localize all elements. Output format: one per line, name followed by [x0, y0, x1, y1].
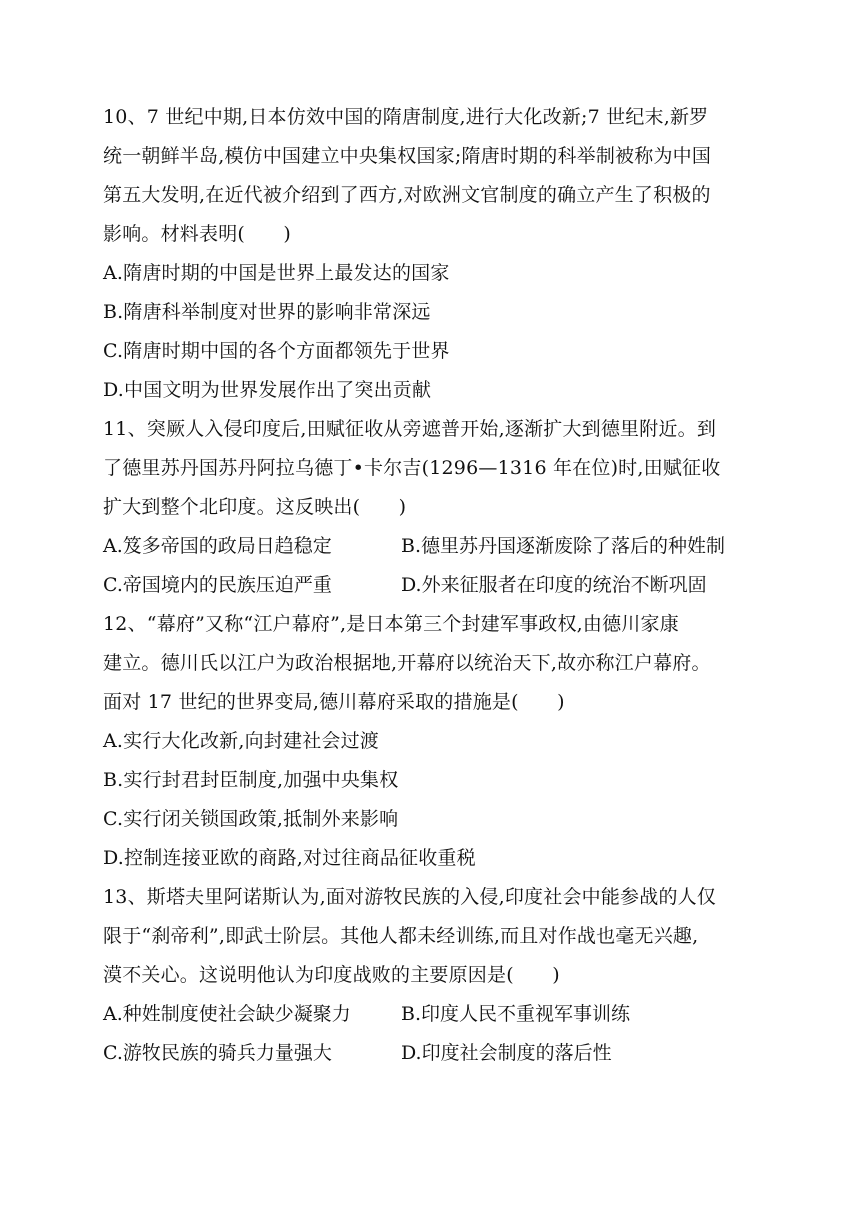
question-12-stem-line: 12、“幕府”又称“江户幕府”,是日本第三个封建军事政权,由德川家康: [103, 613, 679, 635]
question-13-stem-line: 13、斯塔夫里阿诺斯认为,面对游牧民族的入侵,印度社会中能参战的人仅: [103, 886, 717, 908]
question-13: [103, 878, 771, 1073]
question-13-option-row: [103, 995, 771, 1034]
question-12-stem-line: 建立。德川氏以江户为政治根据地,开幕府以统治天下,故亦称江户幕府。: [103, 652, 711, 674]
question-10: [103, 98, 771, 410]
question-10-stem-line: 统一朝鲜半岛,模仿中国建立中央集权国家;隋唐时期的科举制被称为中国: [103, 145, 712, 167]
question-12: [103, 605, 771, 878]
question-13-stem-line: 限于“刹帝利”,即武士阶层。其他人都未经训练,而且对作战也毫无兴趣,: [103, 925, 699, 947]
question-10-option-b: B.隋唐科举制度对世界的影响非常深远: [103, 301, 431, 323]
question-13-option-d: D.印度社会制度的落后性: [401, 1042, 612, 1064]
question-11-stem-line: 了德里苏丹国苏丹阿拉乌德丁•卡尔吉(1296—1316 年在位)时,田赋征收: [103, 457, 721, 479]
question-13-option-b: B.印度人民不重视军事训练: [401, 1003, 631, 1025]
question-11-option-a: A.笈多帝国的政局日趋稳定: [103, 535, 332, 557]
question-10-stem-line: 影响。材料表明( ): [103, 223, 292, 245]
question-13-option-row: [103, 1034, 771, 1073]
question-11-option-row: [103, 566, 771, 605]
question-11-option-c: C.帝国境内的民族压迫严重: [103, 574, 332, 596]
question-10-option-c: C.隋唐时期中国的各个方面都领先于世界: [103, 340, 450, 362]
question-13-option-c: C.游牧民族的骑兵力量强大: [103, 1042, 332, 1064]
question-13-option-a: A.种姓制度使社会缺少凝聚力: [103, 1003, 351, 1025]
question-10-option-d: D.中国文明为世界发展作出了突出贡献: [103, 379, 432, 401]
question-11-option-d: D.外来征服者在印度的统治不断巩固: [401, 574, 707, 596]
question-10-option-a: A.隋唐时期的中国是世界上最发达的国家: [103, 262, 450, 284]
question-11-stem-line: 11、突厥人入侵印度后,田赋征收从旁遮普开始,逐渐扩大到德里附近。到: [103, 418, 717, 440]
question-12-option-a: A.实行大化改新,向封建社会过渡: [103, 730, 380, 752]
question-11-option-row: [103, 527, 771, 566]
question-12-option-c: C.实行闭关锁国政策,抵制外来影响: [103, 808, 399, 830]
question-13-stem-line: 漠不关心。这说明他认为印度战败的主要原因是( ): [103, 964, 560, 986]
question-11-stem-line: 扩大到整个北印度。这反映出( ): [103, 496, 407, 518]
question-12-option-d: D.控制连接亚欧的商路,对过往商品征收重税: [103, 847, 476, 869]
question-10-stem-line: 10、7 世纪中期,日本仿效中国的隋唐制度,进行大化改新;7 世纪末,新罗: [103, 106, 709, 128]
question-11-option-b: B.德里苏丹国逐渐废除了落后的种姓制: [401, 535, 726, 557]
question-10-stem-line: 第五大发明,在近代被介绍到了西方,对欧洲文官制度的确立产生了积极的: [103, 184, 711, 206]
question-12-stem-line: 面对 17 世纪的世界变局,德川幕府采取的措施是( ): [103, 691, 565, 713]
question-12-option-b: B.实行封君封臣制度,加强中央集权: [103, 769, 399, 791]
question-list: [103, 98, 771, 1073]
question-11: [103, 410, 771, 605]
